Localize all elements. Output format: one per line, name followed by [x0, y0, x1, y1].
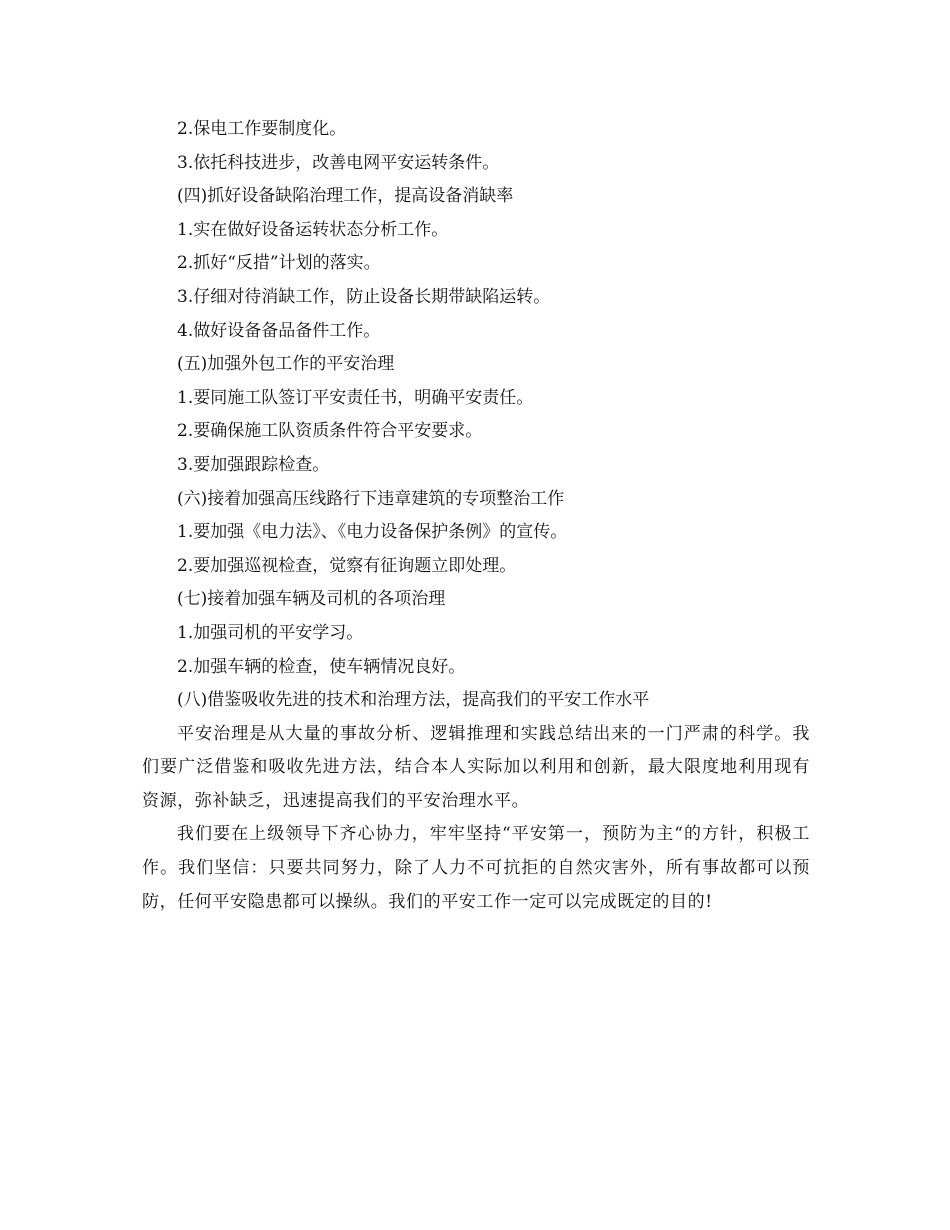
- list-item: 2.抓好“反措”计划的落实。: [177, 253, 381, 274]
- body-paragraph: 平安治理是从大量的事故分析、逻辑推理和实践总结出来的一门严肃的科学。我们要广泛借鉴和吸收先进方法，结合本人实际加以利用和创新，最大限度地利用现有资源，弥补缺乏，迅速提高我们的平安治理水平。: [142, 723, 810, 811]
- list-item: 3.仔细对待消缺工作，防止设备长期带缺陷运转。: [177, 286, 551, 307]
- section-heading: (五)加强外包工作的平安治理: [177, 354, 395, 375]
- list-item: 2.加强车辆的检查，使车辆情况良好。: [177, 656, 466, 677]
- body-paragraph: 我们要在上级领导下齐心协力，牢牢坚持“平安第一，预防为主“的方针，积极工作。我们坚信：只要共同努力，除了人力不可抗拒的自然灾害外，所有事故都可以预防，任何平安隐患都可以操纵。我们的平安工作一定可以完成既定的目的!: [142, 824, 810, 912]
- section-heading: (八)借鉴吸收先进的技术和治理方法，提高我们的平安工作水平: [177, 690, 650, 711]
- list-item: 1.加强司机的平安学习。: [177, 622, 364, 643]
- list-item: 4.做好设备备品备件工作。: [177, 320, 381, 341]
- section-heading: (四)抓好设备缺陷治理工作，提高设备消缺率: [177, 186, 514, 207]
- list-item: 1.实在做好设备运转状态分析工作。: [177, 219, 449, 240]
- section-heading: (六)接着加强高压线路行下违章建筑的专项整治工作: [177, 488, 565, 509]
- document-body: [142, 113, 810, 919]
- list-item: 1.要同施工队签订平安责任书，明确平安责任。: [177, 387, 534, 408]
- list-item: 3.要加强跟踪检查。: [177, 454, 330, 475]
- list-item: 2.要确保施工队资质条件符合平安要求。: [177, 421, 483, 442]
- list-item: 2.要加强巡视检查，觉察有征询题立即处理。: [177, 555, 517, 576]
- section-heading: (七)接着加强车辆及司机的各项治理: [177, 589, 446, 610]
- list-item: 1.要加强《电力法》、《电力设备保护条例》的宣传。: [177, 522, 568, 543]
- list-item: 3.依托科技进步，改善电网平安运转条件。: [177, 152, 500, 173]
- list-item: 2.保电工作要制度化。: [177, 119, 347, 139]
